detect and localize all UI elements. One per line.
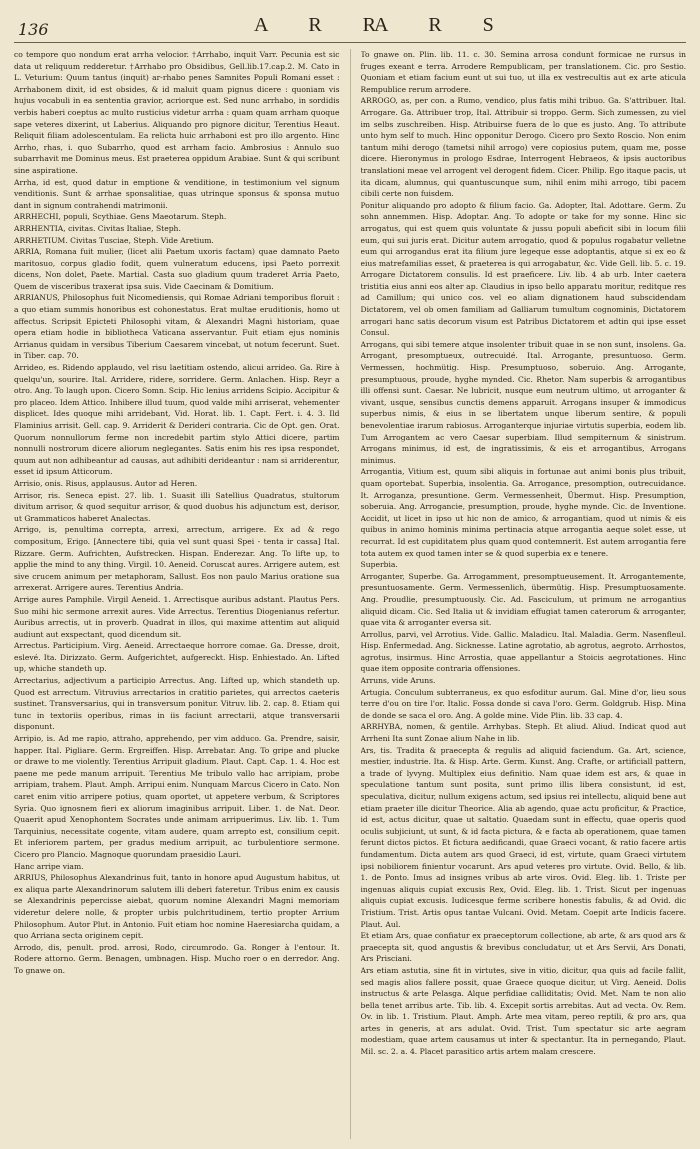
dictionary-entry: Hanc arripe viam. [14,861,84,871]
dictionary-entry: Arruns, vide Aruns. [360,676,436,686]
dictionary-entry: Arrideo, es. Ridendo applaudo, vel risu laetitiam ostendo, alicui arrideo. Ga. Rire à quelqu'un, sourire. Ital. Arridere, ridere, sorridere. Germ. Anlachen. Hisp. Reyr a otro. Ang. To laugh upon. Cicero Somn. Scip. Hic lenius arridens Scipio. Accipitur & pro placeo. Idem Attico. Inhibere illud tuum, quod valde mihi arriserat, vehementer displicet. Ides quoque mihi arridebant, Vid. Horat. lib. 1. Capt. Fert. i. 4. 3. Ild Flaminius arrisit. Gell. cap. 9. Arriderit & Derideri contraria. Cic de Opt. gen. Orat. Quorum nonnullorum ferme non incredebit partim stylo Attici dicere, partim nonnulli nostrorum dicere aliorum neglegantes. Satis enim his res ipsa respondet, quum aut non adhibeantur ad causas, aut adhibiti derideantur : nam si arriderentur, esset id ipsum Atticorum. [14,363,340,477]
dictionary-entry: Arrogans, qui sibi temere atque insolenter tribuit quae in se non sunt, insolens. Ga. Arrogant, presomptueux, outrecuidé. Ital. Arrogante, presuntuoso. Germ. Vermessen, hochmütig. Hisp. Presumptuoso, soberuio. Ang. Arrogante, presumptuous, proude, hyghe mynded. Cic. Rhetor. Nam superbis & arrogantibus illi offensi sunt. Caesar. Ne lubricit, nusque eum neutrum ultimo, ut arroganter & vivant, usque, sensibus cunctis demens apparuit. Arrogans insuper & immodicus superbus nimis, & eius in se libertatem unque liberum sentire, & populi benevolentiae irarum rabiosus. Arroganterque injuriae virtutis superbia, eodem lib. Tum Arrogantem ac vero Caesar superbiam. Illud sempiternum & sinistrum. Arrogans minimus, id est, de ingratissimis, & eis et arrogantibus, Arrogans minimus. [360,339,687,465]
right-running-head: A R S [374,14,512,36]
dictionary-entry: Arrige aures Pamphile. Virgil Aeneid. 1. Arrectisque auribus adstant. Plautus Pers. Suo mihi hic sermone arrexit aures. Vide Arrectus. Terentius Diogenianus refertur. Auribus arrectis, ut in proverb. Quadrat in illos, qui maxime attentim aut aliquid audiunt aut exspectant, quod dicendum sit. [14,594,340,639]
dictionary-entry: Arrodo, dis, penult. prod. arrosi, Rodo, circumrodo. Ga. Ronger à l'entour. It. Rodere attorno. Germ. Benagen, umbnagen. Hisp. Mucho roer o en derredor. Ang. To gnawe on. [14,942,340,975]
dictionary-entry: Superbia. [360,560,398,570]
column-divider [350,49,351,1139]
right-column [361,49,687,1139]
dictionary-entry: ARRHYBA, nomen, & gentile. Arrhybas. Steph. Et aliud. Aliud. Indicat quod aut Arrheni Ita sunt Zonae alium Nahe in lib. [360,722,687,744]
dictionary-entry: ARRIA, Romana fuit mulier, (licet alii Paetum uxoris factam) quae damnato Paeto maritosuo, corpus gladio fodit, quem vulneratum educens, ipsi Paeto porrexit dicens, Non dolet, Paete. Martial. Casta suo gladium quum traderet Arria Paeto, Quem de visceribus traxerat ipsa suis. Vide Caecinam & Domitium. [14,247,340,291]
dictionary-entry: Arrectarius, adjectivum a participio Arrectus. Ang. Lifted up, which standeth up. Quod est arrectum. Vitruvius arrectarios in cratitio parietes, qui arrectos caeteris sustinet. Transversarius, qui in transversum ponitur. Vitruv. lib. 2. cap. 8. Etiam qui tunc in textoriis operibus, rimas in iis faciunt arrectarii, atque transversarii disponunt. [14,676,340,732]
dictionary-entry: ARRIANUS, Philosophus fuit Nicomediensis, qui Romae Adriani temporibus floruit : a quo etiam summis honoribus est cohonestatus. Erat multae eruditionis, homo ut affectus. Scripsit Epicteti Philosophi vitam, & Alexandri Magni historiam, quae opera etiam hodie in bibliotheca Vaticana asservantur. Fuit etiam ejus nominis Arrianus quidam in versibus Tiberium Caesarem vincebat, ut notum fecerunt. Suet. in Tiber. cap. 70. [14,293,340,361]
dictionary-entry: Ars, tis. Tradita & praecepta & regulis ad aliquid faciendum. Ga. Art, science, mestier, industrie. Ita. & Hisp. Arte. Germ. Kunst. Ang. Crafte, or artificiall pattern, a trade of lyvyng. Multiplex eius definitio. Nam quae idem est ars, & quae in speculatione tantum sunt posita, sunt primo illis libera consistunt, id est, speculativa, dicitur, nullum exigens actum, sed ipsius rei intellectu, aliquid bene aut etiam praeter ille dicitur Theorice. Alia ab agendo, quae actu proficitur, & Practice, id est, actus dicitur, quae ut saltatio. Quaedam sunt in effectu, quae operis quod oculis subjiciunt, ut sunt, & id facta pictura, & e facta ab operationem, quae tamen ferunt dictos pictos. Et fictura aedificandi, quae Graeci vocant, & ratio facere artis fundamentum. Dicta autem ars quod Graeci, id est, virtute, quam Graeci virtutem ipsi nobiliorem finientur vocarunt. Ars apud veteres pro virtute. Ovid. Bello, & lib. 1. de Ponto. Imus ad insignes vribus ab arte viros. Ovid. Eleg. lib. 1. Triste per ingenuas aliquis cupiat excusis Rex, Ovid. Eleg. lib. 1. Trist. Sicut per ingenuas aliquis cupiat excusis. Iudicesque ferme scribere honestis fabulis, & ad Ovid. dic Tristium. Trist. Artis opus tantae Vulcani. Ovid. Metam. Coepit arte Indicis facere. Plaut. Aul. [360,745,687,929]
dictionary-entry: ARRHECHI, populi, Scythiae. Gens Maeotarum. Steph. [14,212,227,222]
dictionary-entry: Arripio, is. Ad me rapio, attraho, apprehendo, per vim adduco. Ga. Prendre, saisir, happer. Ital. Pigliare. Germ. Ergreiffen. Hisp. Arrebatar. Ang. To gripe and plucke or drawe to me violently. Terentius Arripuit gladium. Plaut. Capt. Cap. 1. 4. Hoc est paene me pede manum arripuit. Terentius Me tribulo vallo hac arripiam, probe arripiam, trahem. Plaut. Amph. Arripui enim. Nunquam Marcus Cicero in Cato. Non caret enim vitio arripere potius, quam oportet, ut appetere verbum, & Scriptores Syria. Quo ignosnem fieri ex aliorum imaginibus arripuit. Liber. 1. de Nat. Deor. Quaerit apud Xenophontem Socrates unde animam arripuerimus. Liv. lib. 1. Tum Tarquinius, necessitate cogente, vitam audere, quam arrepto est, consilium cepit. Et inferiorem partem, per gradus medium arripuit, ac turbulentiore sermone. Cicero pro Plancio. Magnoque quorundam praesidio Lauri. [14,734,340,859]
page-header [14,12,686,43]
dictionary-entry: co tempore quo nondum erat arrha velocior. †Arrhabo, inquit Varr. Pecunia est sic data ut reliquum redderetur. †Arrhabo pro Obsidibus, Gell.lib.17.cap.2. M. Cato in L. Veturium: Quum tantus (inquit) ar-rhabo penes Samnites Populi Romani esset : Arrhabonem dixit, id est obsides, & id maluit quam pignus dicere : quoniam vis hujus vocabuli in ea sententia gravior, acriorque est. Sed nunc arrhabo, in sordidis verbis haberi coeptus ac multo rusticius videtur arrha : quam quam arrham quoque sape veteres dixerint, ut Laberius. Aliquando pro pignore dicitur, Terentius Heaut. Reliquit filiam adolescentulam. Ea relicta huic arrhaboni est pro illo argento. Hinc Arrho, rhas, i. quo Subarrho, quod est arrham facio. Ambrosius : Annulo suo subarrhavit me Dominus meus. Est praeterea oppidum Arabiae. Sunt & qui scribunt sine aspiratione. [14,50,340,175]
dictionary-entry: ARRHETIUM. Civitas Tusciae, Steph. Vide Aretium. [14,235,214,245]
dictionary-entry: ARRIUS, Philosophus Alexandrinus fuit, tanto in honore apud Augustum habitus, ut ex aliqua parte Alexandrinorum salutem illi deberi fateretur. Tribus enim ex causis se Alexandrinis pepercisse aiebat, quorum nomine Alexandri Magni memoriam videretur delere nolle, & propter urbis pulchritudinem, tertio propter Arrium Philosophum. Autor Plut. in Antonio. Fuit etiam hoc nomine Haeresiarcha quidam, a quo Arriana secta originem cepit. [14,873,340,941]
dictionary-entry: Arrollus, parvi, vel Arrotius. Vide. Gallic. Maladicu. Ital. Maladia. Germ. Nasenfleul. Hisp. Enfermedad. Ang. Sicknesse. Latine agrotatio, ab agrotus, aegroto. Arrhostos, agrotus, insirmus. Hinc Arrostia, quae appellantur a Stoicis aegrotationes. Hinc quae item opposite contraria offensiones. [360,629,687,674]
dictionary-entry: ARRHENTIA, civitas. Civitas Italiae, Steph. [14,223,181,233]
left-running-head: A R R [254,14,395,36]
dictionary-entry: Artugia. Conculum subterraneus, ex quo esfoditur aurum. Gal. Mine d'or, lieu sous terre d'ou on tire l'or. Italic. Fossa donde si cava l'oro. Germ. Goldgrub. Hisp. Mina de donde se saca el oro. Ang. A golde mine. Vide Plin. lib. 33 cap. 4. [360,687,687,720]
dictionary-entry: Arrisio, onis. Risus, applausus. Autor ad Heren. [14,478,198,488]
text-columns [14,49,686,1139]
dictionary-entry: Ponitur aliquando pro adopto & filium facio. Ga. Adopter, Ital. Adottare. Germ. Zu sohn annemmen. Hisp. Adoptar. Ang. To adopte or take for my sonne. Hinc sic arrogatus, qui est quem quis voluntate & jussu populi abeficit sibi in locum filii eum, qui sui juris erat. Dicitur autem arrogatio, quod & populus rogabatur velletne eum qui arrogandus erat ita filium jure legeque esse adoptantis, atque si ex eo & eius matrefamilias esset, & praeterea is qui arrogabatur, &c. Vide Gell. lib. 5. c. 19. Arrogare Dictatorem consulis. Id est praeficere. Liv. lib. 4 ab urb. Inter caetera tristitia eius anni eos alter ap. Claudius in ipso bello apparatu moritur, reditque res ad Camillum; qui unico cos. vel eo aliam dignationem haud subscidendam Dictatorem, vel ob omen familiam ad Galliarum tumultum cognominis, Dictatorem arrogari hanc satis decorum visum est Patribus Dictatorem et adtin qui ipse esset Consul. [360,200,687,338]
dictionary-entry: Arroganter, Superbe. Ga. Arrogamment, presomptueusement. It. Arrogantemente, presuntuosamente. Germ. Vermessenlich, übermütig. Hisp. Presumptuosamente. Ang. Proudlie, presumptuously. Cic. Ad. Fasciculum, ut primum ne arrogantius aliquid dicam. Cic. Sed Italia ut & invidiam effugiat tamen caterorum & arroganter, quae vita & arroganter eversa sit. [360,571,687,628]
dictionary-entry: Ars etiam astutia, sine fit in virtutes, sive in vitio, dicitur, qua quis ad facile fallit, sed magis alios fallere possit, quae Graece quoque dicitur, ut Virg. Aeneid. Dolis instructus & arte Pelasga. Alque perfidiae calliditatis; Ovid. Met. Nam te non alio bella tenet arribus arte. Tib. lib. 4. Excepit sortis arrebitas. Aut ad vecta. Ov. Rem. Ov. in lib. 1. Tristium. Plaut. Amph. Arte mea vitam, pereo reptili, & pro ars, qua artes in generis, at ars adulat. Ovid. Trist. Tum spectatur sic arte aegram modestiam, quae artem causamus ut inter & spectantur. Ita in pernegando, Plaut. Mil. sc. 2. a. 4. Placet parasitico artis artem malam crescere. [360,965,687,1057]
dictionary-entry: Arrigo, is, penultima correpta, arrexi, arrectum, arrigere. Ex ad & rego compositum, Erigo. [Annectere tibi, quia vel sunt quasi Spei - tenta ir cassa] Ital. Rizzare. Germ. Aufrichten, Aufstrecken. Hispan. Enderezar. Ang. To lifte up, to applie the mind to any thing. Virgil. 10. Aeneid. Coruscat aures. Arrigere autem, est sive crucem animum per metaphoram, Sallust. Eos non paulo Marius oratione sua arrexerat. Arrigere aures. Terentius Andria. [14,525,340,593]
dictionary-entry: Arrha, id est, quod datur in emptione & venditione, in testimonium vel signum venditionis. Sunt & arrhae sponsalitiae, quas utrinque sponsus & sponsa mutuo dant in signum contrahendi matrimonii. [14,177,340,210]
dictionary-entry: Et etiam Ars, quae confiatur ex praeceptorum collectione, ab arte, & ars quod ars & praecepta sit, quod angustis & brevibus concludatur, ut et Ars Servii, Ars Donati, Ars Prisciani. [360,931,687,964]
dictionary-entry: Arrisor, ris. Seneca epist. 27. lib. 1. Suasit illi Satellius Quadratus, stultorum divitum arrisor, & quod sequitur arrisor, & quod duobus his adjunctum est, derisor, ut Grammaticos haberet Analectas. [14,490,340,523]
page-number: 136 [18,20,49,39]
dictionary-entry: Arrectus. Participium. Virg. Aeneid. Arrectaeque horrore comae. Ga. Dresse, droit, eslevé. Ita. Dirizzato. Germ. Aufgerichtet, aufgereckt. Hisp. Enhiestado. An. Lifted up, whiche standeth up. [14,641,340,674]
left-column [14,49,340,1139]
dictionary-entry: To gnawe on. Plin. lib. 11. c. 30. Semina arrosa condunt formicae ne rursus in fruges exeant e terra. Arrodere Rempublicam, per translationem. Cic. pro Sestio. Quoniam et etiam facium eunt ut sui tuo, ut illa ex vestrecultis aut ex arte aticula Rempublice rerum arrodere. [360,50,687,94]
dictionary-entry: ARROGO, as, per con. a Rumo, vendico, plus fatis mihi tribuo. Ga. S'attribuer. Ital. Arrogare. Ga. Attribuer trop, Ital. Attribuir si troppo. Germ. Sich zumessen, zu viel im selbs zuschreiben. Hisp. Atribuirse fuera de lo que es justo. Ang. To attribute unto hym self to much. Hinc opponitur Derogo. Cicero pro Sexto Roscio. Non enim tantum mihi derogo (tametsi nihil arrogo) vere copiosius putem, quam me, posse dicere. Hieronymus in prologo Esdrae, Interrogent Hebraeos, & ipsis auctoribus translationi meae vel arrogent vel derogent fidem. Cicer. Philip. Ego itaque pacis, ut ita dicam, alumnus, qui quantuscunque sum, nihil enim mihi arrogo, tibi pacem cibili certe non fuisdem. [360,96,687,199]
dictionary-entry: Arrogantia, Vitium est, quum sibi aliquis in fortunae aut animi bonis plus tribuit, quam oportebat. Superbia, insolentia. Ga. Arrogance, presomption, outrecuidance. It. Arroganza, presuntione. Germ. Vermessenheit, Übermut. Hisp. Presumption, soberuia. Ang. Arrogancie, presumption, proude, hyghe mynde. Cic. de Inventione. Accidit, ut licet in ipso ut hic non de amico, & arrogantiam, quod ut nimis & eis quibus in animo hominis minima pertinacia atque arrogantia aeque solet esse, ut recurrat. Id est cupiditatem plus quam quod contemnerit. Est autem arrogantia fere tota autem ex quod tamen inter se & quod superbia ex e tenere. [360,467,687,558]
